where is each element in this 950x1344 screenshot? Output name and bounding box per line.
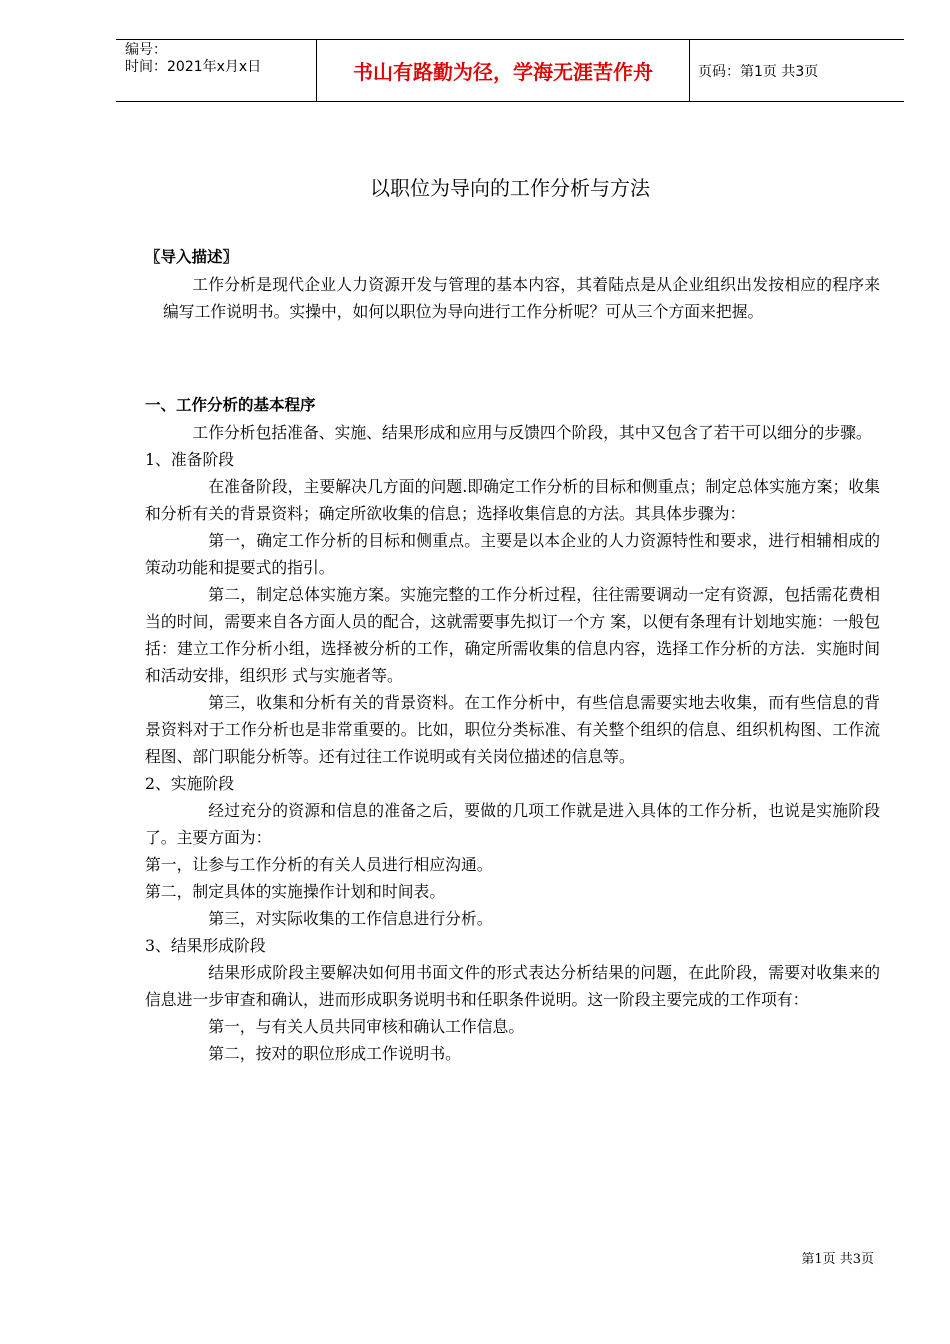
header-meta <box>116 40 316 101</box>
stage2-paragraph: 经过充分的资源和信息的准备之后，要做的几项工作就是进入具体的工作分析，也说是实施阶段了。主要方面为： <box>145 801 880 847</box>
stage3-title: 3、结果形成阶段 <box>145 936 266 955</box>
stage2-step2: 第二，制定具体的实施操作计划和时间表。 <box>145 882 446 901</box>
header-number-label: 编号： <box>125 42 167 58</box>
intro-text: 工作分析是现代企业人力资源开发与管理的基本内容，其着陆点是从企业组织出发按相应的程序来编写工作说明书。实操中，如何以职位为导向进行工作分析呢？可从三个方面来把握。 <box>163 275 880 321</box>
stage3-step1: 第一，与有关人员共同审核和确认工作信息。 <box>208 1017 525 1036</box>
header-page-label: 页码：第1页 共3页 <box>698 63 819 80</box>
stage2-title: 2、实施阶段 <box>145 774 235 793</box>
section1-heading: 一、工作分析的基本程序 <box>145 396 316 414</box>
stage3-step2: 第二，按对的职位形成工作说明书。 <box>208 1044 461 1063</box>
intro-heading: 〖导入描述〗 <box>145 248 239 266</box>
stage2-step3: 第三，对实际收集的工作信息进行分析。 <box>208 909 493 928</box>
page-footer: 第1页 共3页 <box>801 1252 874 1267</box>
header-time-label: 时间：2021年x月x日 <box>125 59 262 75</box>
stage1-paragraph: 在准备阶段，主要解决几方面的问题.即确定工作分析的目标和侧重点；制定总体实施方案；收集和分析有关的背景资料；确定所欲收集的信息；选择收集信息的方法。其具体步骤为： <box>145 477 880 523</box>
intro-section <box>145 244 880 325</box>
section1-paragraph: 工作分析包括准备、实施、结果形成和应用与反馈四个阶段，其中又包含了若干可以细分的步骤。 <box>192 423 872 442</box>
document-header <box>116 39 904 102</box>
stage1-step2: 第二，制定总体实施方案。实施完整的工作分析过程，往往需要调动一定有资源，包括需花费相当的时间，需要来自各方面人员的配合，这就需要事先拟订一个方 案，以便有条理有计划地实施：一般包括：建立工作分析小组，选择被分析的工作，确定所需收集的信息内容，选择工作分析的方法．实施时间和活动安排，组织形 式与实施者等。 <box>145 585 880 685</box>
stage1-step1: 第一，确定工作分析的目标和侧重点。主要是以本企业的人力资源特性和要求，进行相辅相成的策动功能和提要式的指引。 <box>145 531 880 577</box>
section-1 <box>145 392 880 1067</box>
stage1-title: 1、准备阶段 <box>145 450 235 469</box>
stage3-paragraph: 结果形成阶段主要解决如何用书面文件的形式表达分析结果的问题，在此阶段，需要对收集来的信息进一步审查和确认，进而形成职务说明书和任职条件说明。这一阶段主要完成的工作项有： <box>145 963 880 1009</box>
intro-paragraph <box>145 271 880 325</box>
document-title: 以职位为导向的工作分析与方法 <box>370 176 650 200</box>
header-motto: 书山有路勤为径，学海无涯苦作舟 <box>316 40 690 101</box>
stage1-step3: 第三，收集和分析有关的背景资料。在工作分析中，有些信息需要实地去收集，而有些信息的背景资料对于工作分析也是非常重要的。比如，职位分类标准、有关整个组织的信息、组织机构图、工作流程图、部门职能分析等。还有过往工作说明或有关岗位描述的信息等。 <box>145 693 880 766</box>
stage2-step1: 第一，让参与工作分析的有关人员进行相应沟通。 <box>145 855 493 874</box>
